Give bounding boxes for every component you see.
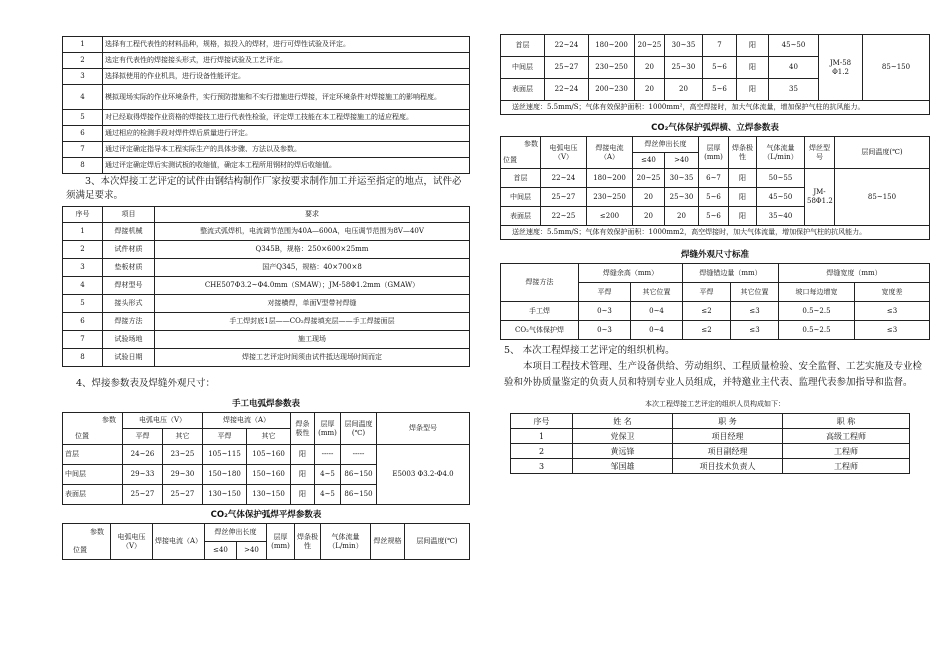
- req-no: 8: [63, 349, 103, 367]
- flat-row-gas: 35: [769, 79, 819, 101]
- v-temp-value: 85~150: [835, 169, 930, 226]
- req-row: [63, 349, 470, 367]
- v-row-pos: 中间层: [501, 188, 541, 207]
- staff-row-duty: 项目技术负责人: [673, 459, 783, 474]
- arc-volt-flat: 平焊: [123, 429, 163, 445]
- req-value: 整流式弧焊机，电流调节范围为40A—600A，电压调节范围为8V—40V: [155, 223, 470, 241]
- step-row: [63, 126, 470, 142]
- seam-row-c: ≤2: [683, 321, 731, 340]
- flat-row-w2: 20: [665, 79, 703, 101]
- v-row-a: ≤200: [587, 207, 633, 226]
- req-item: 试件材质: [103, 241, 155, 259]
- arc-pos-label: 位置: [63, 429, 123, 445]
- v-volt-header: 电弧电压（V）: [541, 137, 587, 169]
- req-item: 焊接方法: [103, 313, 155, 331]
- step-row: [63, 110, 470, 126]
- flat-row-layer: 5~6: [703, 57, 737, 79]
- v-wire-value: JM-58Φ1.2: [805, 169, 835, 226]
- req-value: CHE507Φ3.2~Φ4.0mm（SMAW）；JM-58Φ1.2mm（GMAW）: [155, 277, 470, 295]
- staff-row-no: 3: [511, 459, 573, 474]
- v-row-pos: 表面层: [501, 207, 541, 226]
- step-text: 选择有工程代表性的材料品种，规格，拟投入的焊材，进行可焊性试验及评定。: [103, 37, 470, 53]
- arc-row-a1: 150~180: [203, 465, 247, 485]
- flat-row-gas: 40: [769, 57, 819, 79]
- flat-temp-header: 层间温度(℃): [405, 524, 470, 560]
- paragraph-5-body: 本项目工程技术管理、生产设备供给、劳动组织、工程质量检验、安全监督、工艺实施及专业检验和外协质量鉴定的负责人员和特别专业人员组成，并特邀业主代表、监理代表参加指导和监督。: [504, 361, 923, 388]
- req-value: 手工焊封底1层——CO₂焊接填充层——手工焊接面层: [155, 313, 470, 331]
- flat-row-w2: 25~30: [665, 57, 703, 79]
- req-item: 接头形式: [103, 295, 155, 313]
- v-layer-header: 层厚(mm): [699, 137, 729, 169]
- staff-row-duty: 项目经理: [673, 429, 783, 444]
- staff-header-duty: 职 务: [673, 414, 783, 429]
- staff-caption: 本次工程焊接工艺评定的组织人员构成如下：: [645, 400, 785, 408]
- seam-row-b: 0~4: [631, 302, 683, 321]
- arc-row-a2: 130~150: [247, 485, 291, 505]
- flat-wire-gt40: >40: [237, 542, 267, 560]
- staff-row-name: 党保卫: [573, 429, 673, 444]
- req-row: [63, 331, 470, 349]
- step-row: [63, 69, 470, 85]
- v-wire-gt40: >40: [665, 153, 699, 169]
- v-polar-header: 焊条极性: [729, 137, 757, 169]
- flat-spec-header: 焊丝规格: [371, 524, 405, 560]
- staff-header-name: 姓 名: [573, 414, 673, 429]
- step-row: [63, 158, 470, 174]
- flat-wire-header: 焊丝伸出长度: [205, 524, 267, 542]
- step-row: [63, 53, 470, 69]
- flat-row-a: 180~200: [589, 35, 635, 57]
- step-no: 8: [63, 158, 103, 174]
- arc-row-a1: 130~150: [203, 485, 247, 505]
- flat-row-pos: 表面层: [501, 79, 545, 101]
- req-row: [63, 223, 470, 241]
- seam-misalign-header: 焊缝错边量（mm）: [683, 264, 779, 283]
- seam-standard-table: [500, 263, 930, 340]
- staff-row-no: 1: [511, 429, 573, 444]
- v-row-w2: 25~30: [665, 188, 699, 207]
- arc-temp-header: 层间温度(℃): [341, 413, 377, 445]
- req-item: 焊材型号: [103, 277, 155, 295]
- arc-row-layer: 4~5: [315, 465, 341, 485]
- v-row-polar: 阳: [729, 207, 757, 226]
- req-row: [63, 259, 470, 277]
- step-row: [63, 37, 470, 53]
- req-no: 5: [63, 295, 103, 313]
- seam-height-header: 焊缝余高（mm）: [579, 264, 683, 283]
- step-text: 模拟现场实际的作业环境条件，实行预防措施和不实行措施进行焊接，评定环境条件对焊接施工的影响程度。: [103, 85, 470, 110]
- flat-volt-header: 电弧电压（V）: [111, 524, 153, 560]
- flat-note: 送丝速度：5.5mm/S；气体有效保护面积：1000mm²，高空焊接时，加大气体流量，增加保护气柱的抗风能力。: [501, 101, 930, 115]
- arc-row-temp: 86~150: [341, 465, 377, 485]
- arc-row-pos: 中间层: [63, 465, 123, 485]
- req-header-req: 要求: [155, 207, 470, 223]
- arc-row-a1: 105~115: [203, 445, 247, 465]
- step-text: 对已经取得焊接作业资格的焊接技工进行代表性检验，评定焊工技能在本工程焊接施工的适应程度。: [103, 110, 470, 126]
- flat-row-a: 200~230: [589, 79, 635, 101]
- arc-layer-header: 层厚(mm): [315, 413, 341, 445]
- arc-row-v2: 29~30: [163, 465, 203, 485]
- co2-vertical-table-title: CO₂气体保护弧焊横、立焊参数表: [651, 123, 779, 133]
- flat-row-layer: 7: [703, 35, 737, 57]
- seam-row-a: 0~3: [579, 321, 631, 340]
- seam-row-method: CO₂气体保护焊: [501, 321, 579, 340]
- seam-row-method: 手工焊: [501, 302, 579, 321]
- arc-row-layer: -----: [315, 445, 341, 465]
- arc-row-layer: 4~5: [315, 485, 341, 505]
- req-header-item: 项目: [103, 207, 155, 223]
- staff-row-no: 2: [511, 444, 573, 459]
- seam-row-d: ≤3: [731, 302, 779, 321]
- step-no: 5: [63, 110, 103, 126]
- step-text: 通过评定确定焊后实测试板的收缩值，确定本工程所用钢材的焊后收缩值。: [103, 158, 470, 174]
- right-column: [500, 0, 930, 474]
- req-row: [63, 241, 470, 259]
- req-row: [63, 295, 470, 313]
- seam-m-flat: 平焊: [683, 283, 731, 302]
- step-no: 7: [63, 142, 103, 158]
- seam-row-a: 0~3: [579, 302, 631, 321]
- flat-layer-header: 层厚(mm): [267, 524, 295, 560]
- staff-header-title: 职 称: [783, 414, 910, 429]
- seam-width-header: 焊缝宽度（mm）: [779, 264, 930, 283]
- step-no: 2: [63, 53, 103, 69]
- v-param-label: 参数: [501, 137, 541, 153]
- flat-row-v: 22~24: [545, 35, 589, 57]
- staff-row-name: 邹国雄: [573, 459, 673, 474]
- v-row-layer: 6~7: [699, 169, 729, 188]
- arc-row-v1: 25~27: [123, 485, 163, 505]
- v-curr-header: 焊接电流（A）: [587, 137, 633, 169]
- left-column: [62, 0, 470, 560]
- req-value: 施工现场: [155, 331, 470, 349]
- v-row-w2: 30~35: [665, 169, 699, 188]
- flat-param-label: 参数: [63, 524, 111, 542]
- seam-w-diff: 宽度差: [855, 283, 930, 302]
- req-item: 焊接机械: [103, 223, 155, 241]
- arc-row-temp: 86~150: [341, 485, 377, 505]
- arc-row-v2: 25~27: [163, 485, 203, 505]
- staff-row-name: 黄远锋: [573, 444, 673, 459]
- arc-polar-header: 焊条极性: [291, 413, 315, 445]
- v-row-v: 25~27: [541, 188, 587, 207]
- req-value: 焊接工艺评定时间须由试件抵达现场时间而定: [155, 349, 470, 367]
- v-row-pos: 首层: [501, 169, 541, 188]
- arc-row-polar: 阳: [291, 445, 315, 465]
- staff-header-no: 序号: [511, 414, 573, 429]
- req-no: 6: [63, 313, 103, 331]
- step-no: 1: [63, 37, 103, 53]
- seam-row-e: 0.5~2.5: [779, 321, 855, 340]
- flat-row-polar: 阳: [737, 35, 769, 57]
- arc-volt-header: 电弧电压（V）: [123, 413, 203, 429]
- flat-row-w1: 20~25: [635, 35, 665, 57]
- req-value: 国产Q345，规格：40×700×8: [155, 259, 470, 277]
- step-text: 选定有代表性的焊接接头形式，进行焊接试验及工艺评定。: [103, 53, 470, 69]
- arc-row-pos: 表面层: [63, 485, 123, 505]
- arc-row-polar: 阳: [291, 465, 315, 485]
- co2-flat-body-table: [500, 34, 930, 115]
- arc-row-a2: 105~160: [247, 445, 291, 465]
- flat-row-v: 22~24: [545, 79, 589, 101]
- seam-h-flat: 平焊: [579, 283, 631, 302]
- v-row-layer: 5~6: [699, 188, 729, 207]
- v-row-layer: 5~6: [699, 207, 729, 226]
- flat-wire-le40: ≤40: [205, 542, 237, 560]
- seam-method-header: 焊接方法: [501, 264, 579, 302]
- flat-pos-label: 位置: [63, 542, 111, 560]
- arc-rod-value: E5003 Φ3.2-Φ4.0: [377, 445, 470, 505]
- v-row-w2: 20: [665, 207, 699, 226]
- arc-row-pos: 首层: [63, 445, 123, 465]
- paragraph-3: 3、本次焊接工艺评定的试件由钢结构制作厂家按要求制作加工并运至指定的地点，试件必须满足要求。: [66, 176, 462, 201]
- v-row-w1: 20: [633, 188, 665, 207]
- co2-flat-header-table: [62, 523, 470, 560]
- arc-row-v1: 24~26: [123, 445, 163, 465]
- seam-row-c: ≤2: [683, 302, 731, 321]
- evaluation-steps-table: [62, 36, 470, 174]
- flat-row-v: 25~27: [545, 57, 589, 79]
- seam-h-other: 其它位置: [631, 283, 683, 302]
- seam-row-d: ≤3: [731, 321, 779, 340]
- req-header-no: 序号: [63, 207, 103, 223]
- v-wire-le40: ≤40: [633, 153, 665, 169]
- flat-row-gas: 45~50: [769, 35, 819, 57]
- req-no: 2: [63, 241, 103, 259]
- req-value: Q345B，规格：250×600×25mm: [155, 241, 470, 259]
- arc-row-v2: 23~25: [163, 445, 203, 465]
- arc-curr-flat: 平焊: [203, 429, 247, 445]
- staff-row-title: 工程师: [783, 444, 910, 459]
- seam-row-f: ≤3: [855, 321, 930, 340]
- req-no: 7: [63, 331, 103, 349]
- v-row-polar: 阳: [729, 188, 757, 207]
- v-row-gas: 35~40: [757, 207, 805, 226]
- step-row: [63, 142, 470, 158]
- step-no: 6: [63, 126, 103, 142]
- flat-temp-value: 85~150: [863, 35, 930, 101]
- v-row-polar: 阳: [729, 169, 757, 188]
- co2-flat-table-title: CO₂气体保护弧焊平焊参数表: [210, 510, 322, 520]
- flat-wire-value: JM-58 Φ1.2: [819, 35, 863, 101]
- v-wire-header: 焊丝伸出长度: [633, 137, 699, 153]
- step-no: 4: [63, 85, 103, 110]
- seam-row-b: 0~4: [631, 321, 683, 340]
- arc-table-title: 手工电弧焊参数表: [231, 399, 300, 409]
- arc-row-v1: 29~33: [123, 465, 163, 485]
- arc-volt-other: 其它: [163, 429, 203, 445]
- seam-w-slope: 坡口每边增宽: [779, 283, 855, 302]
- step-no: 3: [63, 69, 103, 85]
- v-row-v: 22~25: [541, 207, 587, 226]
- v-row-gas: 45~50: [757, 188, 805, 207]
- arc-param-label: 参数: [63, 413, 123, 429]
- requirements-table: [62, 206, 470, 367]
- arc-row-polar: 阳: [291, 485, 315, 505]
- v-gas-header: 气体流量（L/min）: [757, 137, 805, 169]
- v-row-w1: 20~25: [633, 169, 665, 188]
- v-type-header: 焊丝型号: [805, 137, 835, 169]
- req-no: 1: [63, 223, 103, 241]
- step-row: [63, 85, 470, 110]
- flat-row-polar: 阳: [737, 57, 769, 79]
- v-pos-label: 位置: [501, 153, 541, 169]
- req-no: 4: [63, 277, 103, 295]
- v-note: 送丝速度：5.5mm/S；气体有效保护面积：1000mm2，高空焊接时，加大气体流量，增加保护气柱的抗风能力。: [501, 226, 930, 240]
- req-no: 3: [63, 259, 103, 277]
- v-row-a: 180~200: [587, 169, 633, 188]
- arc-row-temp: -----: [341, 445, 377, 465]
- paragraph-4: 4、焊接参数表及焊缝外观尺寸：: [76, 378, 216, 389]
- staff-row-duty: 项目副经理: [673, 444, 783, 459]
- paragraph-5: 5、 本次工程焊接工艺评定的组织机构。: [504, 345, 675, 356]
- flat-curr-header: 焊接电流（A）: [153, 524, 205, 560]
- v-row-w1: 20: [633, 207, 665, 226]
- staff-table: [510, 413, 910, 474]
- flat-row-polar: 阳: [737, 79, 769, 101]
- flat-row-w1: 20: [635, 79, 665, 101]
- flat-row-pos: 首层: [501, 35, 545, 57]
- req-item: 试验场地: [103, 331, 155, 349]
- step-text: 选择拟使用的作业机具，进行设备性能评定。: [103, 69, 470, 85]
- arc-rod-header: 焊条型号: [377, 413, 470, 445]
- seam-row-f: ≤3: [855, 302, 930, 321]
- arc-curr-header: 焊接电流（A）: [203, 413, 291, 429]
- v-row-v: 22~24: [541, 169, 587, 188]
- staff-row-title: 高级工程师: [783, 429, 910, 444]
- co2-vertical-table: [500, 136, 930, 240]
- req-row: [63, 313, 470, 331]
- flat-polar-header: 焊条极性: [295, 524, 321, 560]
- seam-table-title: 焊缝外观尺寸标准: [680, 250, 749, 260]
- req-item: 试验日期: [103, 349, 155, 367]
- req-value: 对接横焊，单面V型带衬焊缝: [155, 295, 470, 313]
- arc-curr-other: 其它: [247, 429, 291, 445]
- v-row-gas: 50~55: [757, 169, 805, 188]
- seam-m-other: 其它位置: [731, 283, 779, 302]
- flat-row-pos: 中间层: [501, 57, 545, 79]
- step-text: 通过评定确定指导本工程实际生产的具体步骤、方法以及参数。: [103, 142, 470, 158]
- flat-row-a: 230~250: [589, 57, 635, 79]
- flat-gas-header: 气体流量（L/min）: [321, 524, 371, 560]
- flat-row-layer: 5~6: [703, 79, 737, 101]
- arc-welding-table: [62, 412, 470, 505]
- req-row: [63, 277, 470, 295]
- v-row-a: 230~250: [587, 188, 633, 207]
- v-temp-header: 层间温度(℃): [835, 137, 930, 169]
- req-item: 垫板材质: [103, 259, 155, 277]
- flat-row-w2: 30~35: [665, 35, 703, 57]
- step-text: 通过相应的检测手段对焊件焊后质量进行评定。: [103, 126, 470, 142]
- seam-row-e: 0.5~2.5: [779, 302, 855, 321]
- staff-row-title: 工程师: [783, 459, 910, 474]
- arc-row-a2: 150~160: [247, 465, 291, 485]
- flat-row-w1: 20: [635, 57, 665, 79]
